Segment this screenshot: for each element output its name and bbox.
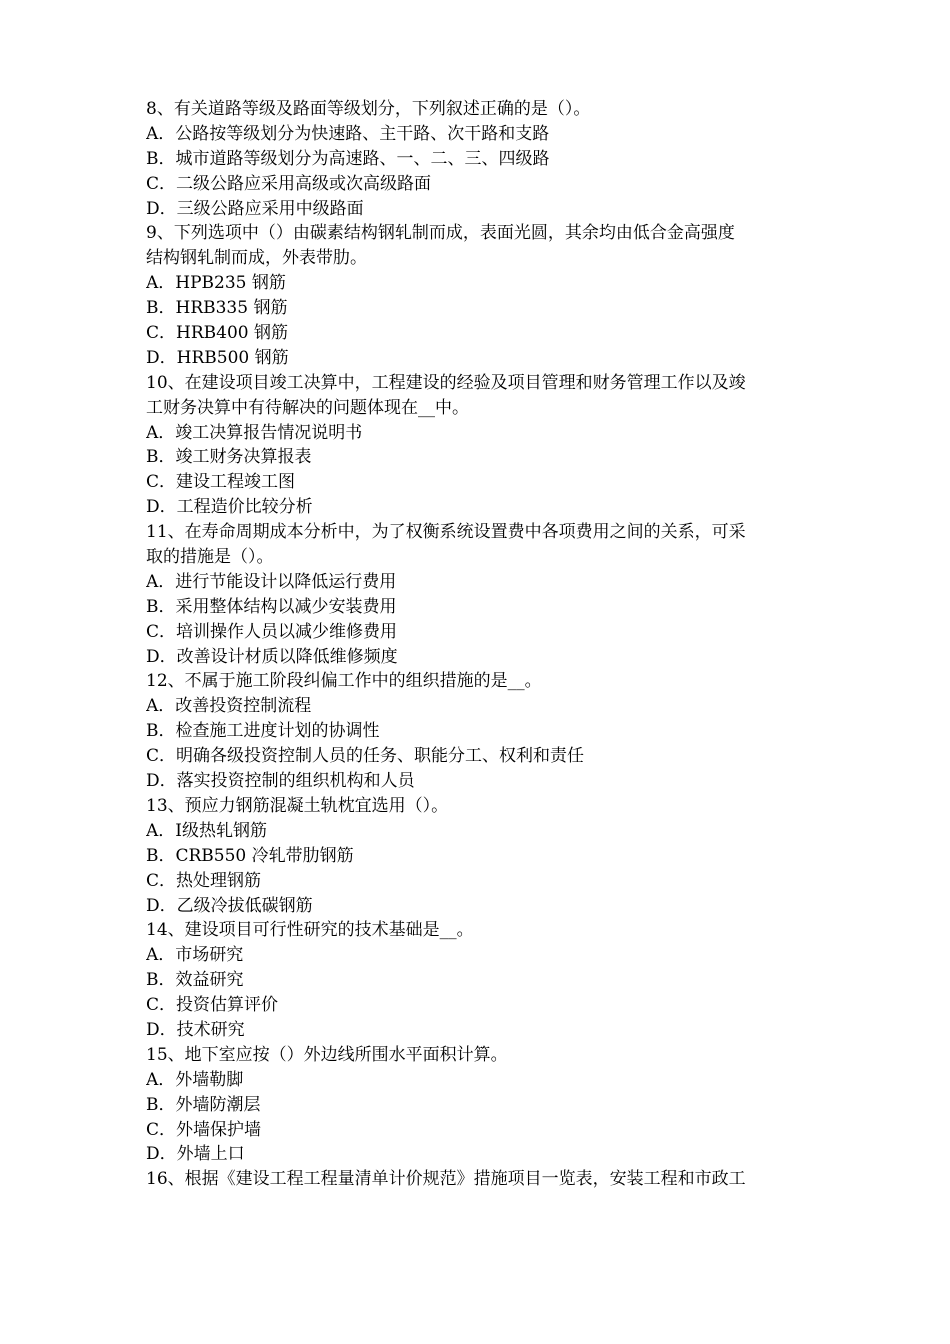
- text-line: C．热处理钢筋: [146, 870, 262, 891]
- text-line: D．HRB500 钢筋: [146, 347, 289, 368]
- text-line: 10、在建设项目竣工决算中，工程建设的经验及项目管理和财务管理工作以及竣: [146, 372, 746, 393]
- text-line: D．改善设计材质以降低维修频度: [146, 646, 398, 667]
- text-line: A．市场研究: [146, 945, 244, 966]
- text-line: D．工程造价比较分析: [146, 497, 313, 518]
- text-line: C．HRB400 钢筋: [146, 323, 288, 344]
- text-line: 13、预应力钢筋混凝土轨枕宜选用（）。: [146, 795, 449, 816]
- text-line: D．三级公路应采用中级路面: [146, 198, 364, 219]
- text-line: B．检查施工进度计划的协调性: [146, 721, 380, 742]
- text-line: A．竣工决算报告情况说明书: [146, 422, 363, 443]
- text-line: 11、在寿命周期成本分析中，为了权衡系统设置费中各项费用之间的关系，可采: [146, 522, 746, 543]
- text-line: 取的措施是（）。: [146, 547, 274, 568]
- text-line: B．外墙防潮层: [146, 1094, 261, 1115]
- text-line: C．明确各级投资控制人员的任务、职能分工、权利和责任: [146, 746, 585, 767]
- text-line: B．竣工财务决算报表: [146, 447, 312, 468]
- text-line: D．落实投资控制的组织机构和人员: [146, 771, 415, 792]
- text-line: B．采用整体结构以减少安装费用: [146, 596, 397, 617]
- text-line: B．效益研究: [146, 970, 244, 991]
- text-line: C．外墙保护墙: [146, 1119, 262, 1140]
- text-line: 结构钢轧制而成，外表带肋。: [146, 248, 367, 269]
- text-line: B．城市道路等级划分为高速路、一、二、三、四级路: [146, 148, 550, 169]
- text-line: 8、有关道路等级及路面等级划分，下列叙述正确的是（）。: [146, 99, 591, 119]
- text-line: 工财务决算中有待解决的问题体现在__中。: [146, 397, 469, 418]
- text-line: D．技术研究: [146, 1019, 245, 1040]
- text-line: C．建设工程竣工图: [146, 472, 296, 493]
- text-line: D．外墙上口: [146, 1144, 245, 1165]
- text-line: C．培训操作人员以减少维修费用: [146, 621, 398, 642]
- text-line: 16、根据《建设工程工程量清单计价规范》措施项目一览表，安装工程和市政工: [146, 1169, 746, 1190]
- text-line: C．二级公路应采用高级或次高级路面: [146, 173, 432, 194]
- text-line: A．公路按等级划分为快速路、主干路、次干路和支路: [146, 123, 550, 144]
- text-line: 15、地下室应按（）外边线所围水平面积计算。: [146, 1044, 508, 1065]
- text-line: D．乙级冷拔低碳钢筋: [146, 895, 313, 916]
- text-line: A．改善投资控制流程: [146, 696, 312, 717]
- text-line: A．HPB235 钢筋: [146, 273, 286, 294]
- text-line: B．CRB550 冷轧带肋钢筋: [146, 845, 354, 866]
- text-line: 14、建设项目可行性研究的技术基础是__。: [146, 920, 474, 941]
- text-line: A．外墙勒脚: [146, 1069, 244, 1090]
- text-line: A．进行节能设计以降低运行费用: [146, 571, 397, 592]
- text-line: B．HRB335 钢筋: [146, 298, 288, 319]
- text-line: 9、下列选项中（）由碳素结构钢轧制而成，表面光圆，其余均由低合金高强度: [146, 223, 735, 244]
- text-line: C．投资估算评价: [146, 995, 279, 1016]
- question-text-block: [146, 97, 818, 1192]
- text-line: 12、不属于施工阶段纠偏工作中的组织措施的是__。: [146, 671, 542, 692]
- text-line: A．Ⅰ级热轧钢筋: [146, 820, 267, 841]
